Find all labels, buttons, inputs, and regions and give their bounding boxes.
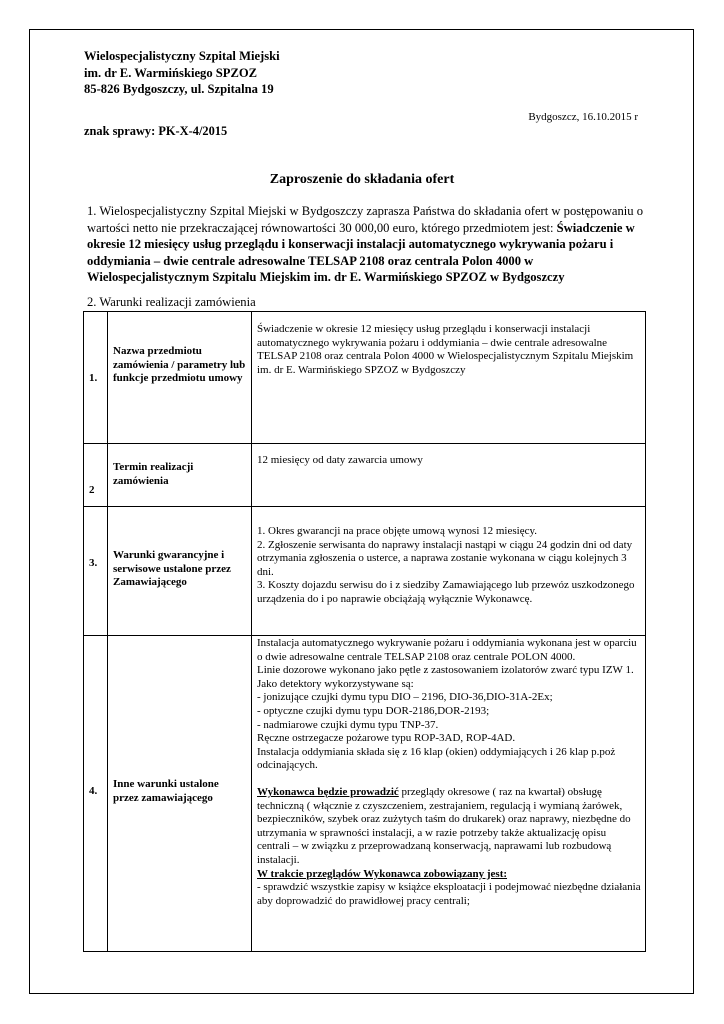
row-number: 3. [89, 557, 98, 569]
inspection-obligations-heading: W trakcie przeglądów Wykonawca zobowiązany jest: [257, 867, 508, 880]
row-label: Nazwa przedmiotu zamówienia / parametry lub funkcje przedmiotu umowy [113, 345, 246, 385]
table-row [84, 507, 646, 636]
manual-call-points: Ręczne ostrzegacze pożarowe typu ROP-3AD, ROP-4AD. [257, 732, 516, 745]
row-content: 12 miesięcy od daty zawarcia umowy [257, 454, 423, 466]
installation-description: Instalacja automatycznego wykrywanie pożaru i oddymiania wykonana jest w oparciu o dwie adresowalne centrale TELSAP 2108 oraz centrale POLON 4000. [257, 637, 637, 663]
intro-subject: Świadczenie w okresie 12 miesięcy usług przeglądu i konserwacji instalacji automatycznego wykrywania pożaru i oddymiania – dwie centrale adresowalne TELSAP 2108 oraz centrala Polon 4000 w Wielospecjalistycznym Szpitalu Miejskim im. dr E. Warmińskiego SPZOZ w Bydgoszczy [87, 220, 635, 284]
table-row [84, 312, 646, 444]
hospital-subtitle: im. dr E. Warmińskiego SPZOZ [84, 65, 258, 80]
row-number: 2 [89, 484, 95, 496]
contractor-duties-heading: Wykonawca będzie prowadzić [257, 785, 399, 798]
inspection-obligation-1: - sprawdzić wszystkie zapisy w książce eksploatacji i podejmować niezbędne działania aby doprowadzić do prawidłowej pracy centrali; [257, 881, 641, 907]
heat-detectors: - nadmiarowe czujki dymu typu TNP-37. [257, 718, 439, 731]
city-date: Bydgoszcz, 16.10.2015 r [528, 111, 638, 123]
hospital-header [84, 48, 280, 98]
warranty-period: 1. Okres gwarancji na prace objęte umową wynosi 12 miesięcy. [257, 525, 538, 537]
intro-text: 1. Wielospecjalistyczny Szpital Miejski w Bydgoszczy zaprasza Państwa do składania ofert w postępowaniu o wartości netto nie przekraczającej równowartości 30 000,00 euro, którego przedmiotem jest: [87, 204, 644, 235]
optical-detectors: - optyczne czujki dymu typu DOR-2186,DOR-2193; [257, 704, 490, 717]
detectors-heading: Jako detektory wykorzystywane są: [257, 677, 414, 690]
row-content: Świadczenie w okresie 12 miesięcy usług przeglądu i konserwacji instalacji automatycznego wykrywania pożaru i oddymiania – dwie centrale adresowalne TELSAP 2108 oraz centrala Polon 4000 w Wielospecjalistycznym Szpitalu Miejskim im. dr E. Warmińskiego SPZOZ w Bydgoszczy [257, 323, 634, 376]
row-label: Warunki gwarancyjne i serwisowe ustalone przez Zamawiającego [113, 549, 231, 589]
row-label: Inne warunki ustalone przez zamawiającego [113, 778, 219, 804]
intro-paragraph [87, 203, 647, 286]
document-title: Zaproszenie do składania ofert [269, 172, 455, 187]
row-number: 4. [89, 785, 98, 797]
transport-costs: 3. Koszty dojazdu serwisu do i z siedziby Zamawiającego lub przewóz uszkodzonego urządzenia do i po naprawie obciążają wyłącznie Wykonawcę. [257, 579, 635, 605]
section-2-heading: 2. Warunki realizacji zamówienia [87, 295, 256, 309]
service-response: 2. Zgłoszenie serwisanta do naprawy instalacji nastąpi w ciągu 24 godzin dni od daty otrzymania zgłoszenia o usterce, a naprawa zostanie wykonana w ciągu kolejnych 3 dni. [257, 538, 633, 578]
contractor-duties-text: przeglądy okresowe ( raz na kwartał) obsługę techniczną ( włącznie z czyszczeniem, zestrajaniem, regulacją i wymianą żarówek, bezpieczników, szybek oraz zużytych taśm do drukarek) oraz naprawy, niezbędne do utrzymania w sprawności instalacji, a w razie potrzeby także aktualizację opisu centrali – w związku z przeprowadzaną konserwacją, naprawami lub rozbudową instalacji. [257, 785, 631, 866]
table-row [84, 444, 646, 507]
loop-lines: Linie dozorowe wykonano jako pętle z zastosowaniem izolatorów zwarć typu IZW 1. [257, 664, 634, 677]
smoke-flaps: Instalacja oddymiania składa się z 16 klap (okien) oddymiających i 26 klap p.poż odcinających. [257, 745, 616, 772]
table-row [84, 636, 646, 952]
conditions-table [83, 311, 646, 952]
row-number: 1. [89, 372, 98, 384]
hospital-name: Wielospecjalistyczny Szpital Miejski [84, 49, 280, 63]
hospital-address: 85-826 Bydgoszczy, ul. Szpitalna 19 [84, 82, 274, 96]
case-number: znak sprawy: PK-X-4/2015 [84, 124, 228, 138]
contractor-duties [257, 786, 641, 868]
row-label: Termin realizacji zamówienia [113, 461, 194, 487]
ionization-detectors: - jonizujące czujki dymu typu DIO – 2196, DIO-36,DIO-31A-2Ex; [257, 691, 553, 704]
